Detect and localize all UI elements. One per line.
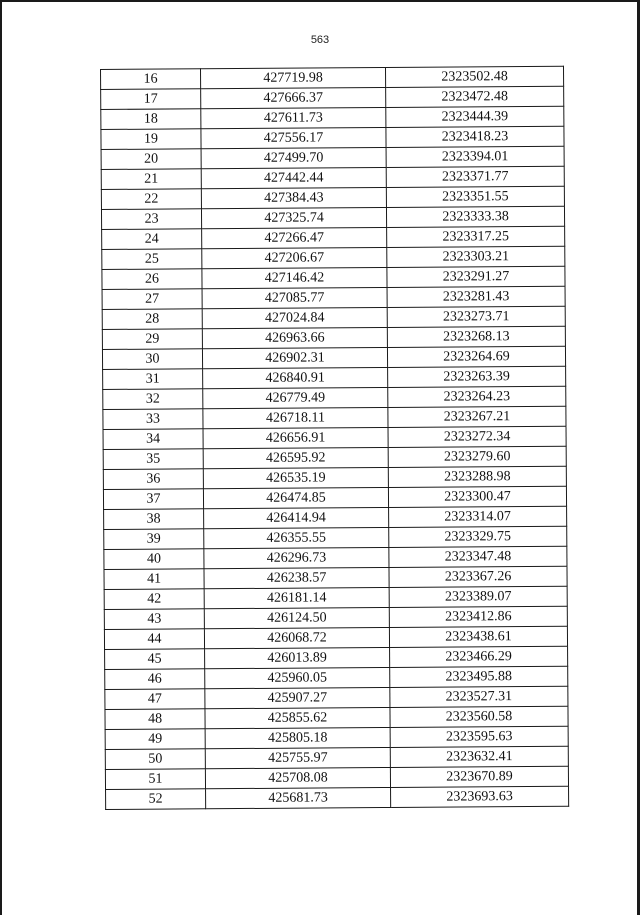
point-number-cell: 32 [103,389,203,410]
table-row [103,366,566,389]
x-coordinate-cell: 427499.70 [201,148,386,169]
y-coordinate-cell: 2323371.77 [386,166,564,187]
table-row [101,66,564,89]
table-row [105,706,568,729]
x-coordinate-cell: 427024.84 [202,308,387,329]
x-coordinate-cell: 426535.19 [203,467,388,488]
point-number-cell: 19 [101,129,201,150]
table-row [103,386,566,409]
y-coordinate-cell: 2323272.34 [388,426,566,447]
y-coordinate-cell: 2323438.61 [389,626,567,647]
x-coordinate-cell: 425960.05 [205,667,390,688]
point-number-cell: 38 [104,509,204,530]
x-coordinate-cell: 426656.91 [203,427,388,448]
point-number-cell: 36 [103,469,203,490]
table-row [102,226,565,249]
x-coordinate-cell: 426124.50 [204,607,389,628]
page-edge-top [0,0,640,2]
point-number-cell: 51 [105,769,205,790]
y-coordinate-cell: 2323314.07 [389,506,567,527]
table-row [103,446,566,469]
y-coordinate-cell: 2323347.48 [389,546,567,567]
point-number-cell: 35 [103,449,203,470]
point-number-cell: 21 [101,169,201,190]
table-row [102,246,565,269]
table-row [105,646,568,669]
point-number-cell: 16 [101,69,201,90]
y-coordinate-cell: 2323267.21 [388,406,566,427]
x-coordinate-cell: 426414.94 [204,507,389,528]
table-body [101,66,569,809]
x-coordinate-cell: 426963.66 [202,328,387,349]
table-row [104,546,567,569]
table-row [103,426,566,449]
table-row [103,466,566,489]
point-number-cell: 24 [102,229,202,250]
table-row [102,286,565,309]
table-row [101,166,564,189]
y-coordinate-cell: 2323288.98 [388,466,566,487]
x-coordinate-cell: 427442.44 [201,168,386,189]
table-row [104,566,567,589]
table-row [104,506,567,529]
point-number-cell: 27 [102,289,202,310]
point-number-cell: 48 [105,709,205,730]
y-coordinate-cell: 2323329.75 [389,526,567,547]
point-number-cell: 18 [101,109,201,130]
table-row [105,726,568,749]
x-coordinate-cell: 427611.73 [201,108,386,129]
table-row [102,346,565,369]
table-row [101,106,564,129]
y-coordinate-cell: 2323333.38 [386,206,564,227]
y-coordinate-cell: 2323466.29 [390,646,568,667]
coordinates-table [100,66,569,810]
x-coordinate-cell: 427719.98 [201,68,386,89]
x-coordinate-cell: 426595.92 [203,447,388,468]
point-number-cell: 50 [105,749,205,770]
x-coordinate-cell: 427146.42 [202,268,387,289]
table-row [102,326,565,349]
point-number-cell: 40 [104,549,204,570]
point-number-cell: 43 [104,609,204,630]
point-number-cell: 33 [103,409,203,430]
table-row [103,486,566,509]
point-number-cell: 39 [104,529,204,550]
point-number-cell: 23 [101,209,201,230]
y-coordinate-cell: 2323264.23 [388,386,566,407]
y-coordinate-cell: 2323264.69 [387,346,565,367]
x-coordinate-cell: 426779.49 [203,387,388,408]
y-coordinate-cell: 2323281.43 [387,286,565,307]
x-coordinate-cell: 425681.73 [206,787,391,808]
y-coordinate-cell: 2323351.55 [386,186,564,207]
x-coordinate-cell: 427384.43 [201,188,386,209]
x-coordinate-cell: 427556.17 [201,128,386,149]
table-row [104,526,567,549]
point-number-cell: 46 [105,669,205,690]
table-row [102,306,565,329]
y-coordinate-cell: 2323444.39 [386,106,564,127]
point-number-cell: 17 [101,89,201,110]
page-number: 563 [310,34,330,46]
y-coordinate-cell: 2323367.26 [389,566,567,587]
x-coordinate-cell: 425755.97 [205,747,390,768]
table-row [104,626,567,649]
table-row [106,786,569,809]
x-coordinate-cell: 426238.57 [204,567,389,588]
x-coordinate-cell: 427266.47 [202,228,387,249]
table-row [101,146,564,169]
y-coordinate-cell: 2323502.48 [385,66,563,87]
y-coordinate-cell: 2323495.88 [390,666,568,687]
x-coordinate-cell: 426068.72 [204,627,389,648]
x-coordinate-cell: 427206.67 [202,248,387,269]
point-number-cell: 47 [105,689,205,710]
y-coordinate-cell: 2323300.47 [388,486,566,507]
table-row [104,606,567,629]
table-row [101,206,564,229]
y-coordinate-cell: 2323693.63 [391,786,569,807]
y-coordinate-cell: 2323263.39 [388,366,566,387]
y-coordinate-cell: 2323632.41 [390,746,568,767]
x-coordinate-cell: 427325.74 [201,208,386,229]
table-row [101,186,564,209]
table-row [105,666,568,689]
point-number-cell: 30 [102,349,202,370]
point-number-cell: 20 [101,149,201,170]
y-coordinate-cell: 2323303.21 [387,246,565,267]
y-coordinate-cell: 2323279.60 [388,446,566,467]
x-coordinate-cell: 425805.18 [205,727,390,748]
y-coordinate-cell: 2323268.13 [387,326,565,347]
y-coordinate-cell: 2323317.25 [387,226,565,247]
y-coordinate-cell: 2323291.27 [387,266,565,287]
point-number-cell: 52 [106,789,206,810]
point-number-cell: 34 [103,429,203,450]
point-number-cell: 31 [103,369,203,390]
x-coordinate-cell: 426355.55 [204,527,389,548]
x-coordinate-cell: 426181.14 [204,587,389,608]
table-row [105,686,568,709]
x-coordinate-cell: 425907.27 [205,687,390,708]
y-coordinate-cell: 2323412.86 [389,606,567,627]
point-number-cell: 26 [102,269,202,290]
point-number-cell: 25 [102,249,202,270]
point-number-cell: 49 [105,729,205,750]
point-number-cell: 37 [103,489,203,510]
x-coordinate-cell: 426902.31 [202,348,387,369]
x-coordinate-cell: 425855.62 [205,707,390,728]
y-coordinate-cell: 2323389.07 [389,586,567,607]
x-coordinate-cell: 426296.73 [204,547,389,568]
point-number-cell: 28 [102,309,202,330]
y-coordinate-cell: 2323418.23 [386,126,564,147]
point-number-cell: 44 [104,629,204,650]
x-coordinate-cell: 427085.77 [202,288,387,309]
y-coordinate-cell: 2323394.01 [386,146,564,167]
y-coordinate-cell: 2323560.58 [390,706,568,727]
table-row [102,266,565,289]
y-coordinate-cell: 2323670.89 [390,766,568,787]
table-row [105,766,568,789]
x-coordinate-cell: 425708.08 [205,767,390,788]
table-row [105,746,568,769]
x-coordinate-cell: 426840.91 [203,367,388,388]
x-coordinate-cell: 427666.37 [201,88,386,109]
table-row [104,586,567,609]
table-row [101,126,564,149]
x-coordinate-cell: 426013.89 [205,647,390,668]
point-number-cell: 41 [104,569,204,590]
table-row [101,86,564,109]
y-coordinate-cell: 2323527.31 [390,686,568,707]
point-number-cell: 45 [105,649,205,670]
x-coordinate-cell: 426474.85 [203,487,388,508]
y-coordinate-cell: 2323472.48 [386,86,564,107]
y-coordinate-cell: 2323595.63 [390,726,568,747]
table-row [103,406,566,429]
y-coordinate-cell: 2323273.71 [387,306,565,327]
x-coordinate-cell: 426718.11 [203,407,388,428]
page-edge-left [0,0,2,915]
point-number-cell: 29 [102,329,202,350]
point-number-cell: 42 [104,589,204,610]
point-number-cell: 22 [101,189,201,210]
